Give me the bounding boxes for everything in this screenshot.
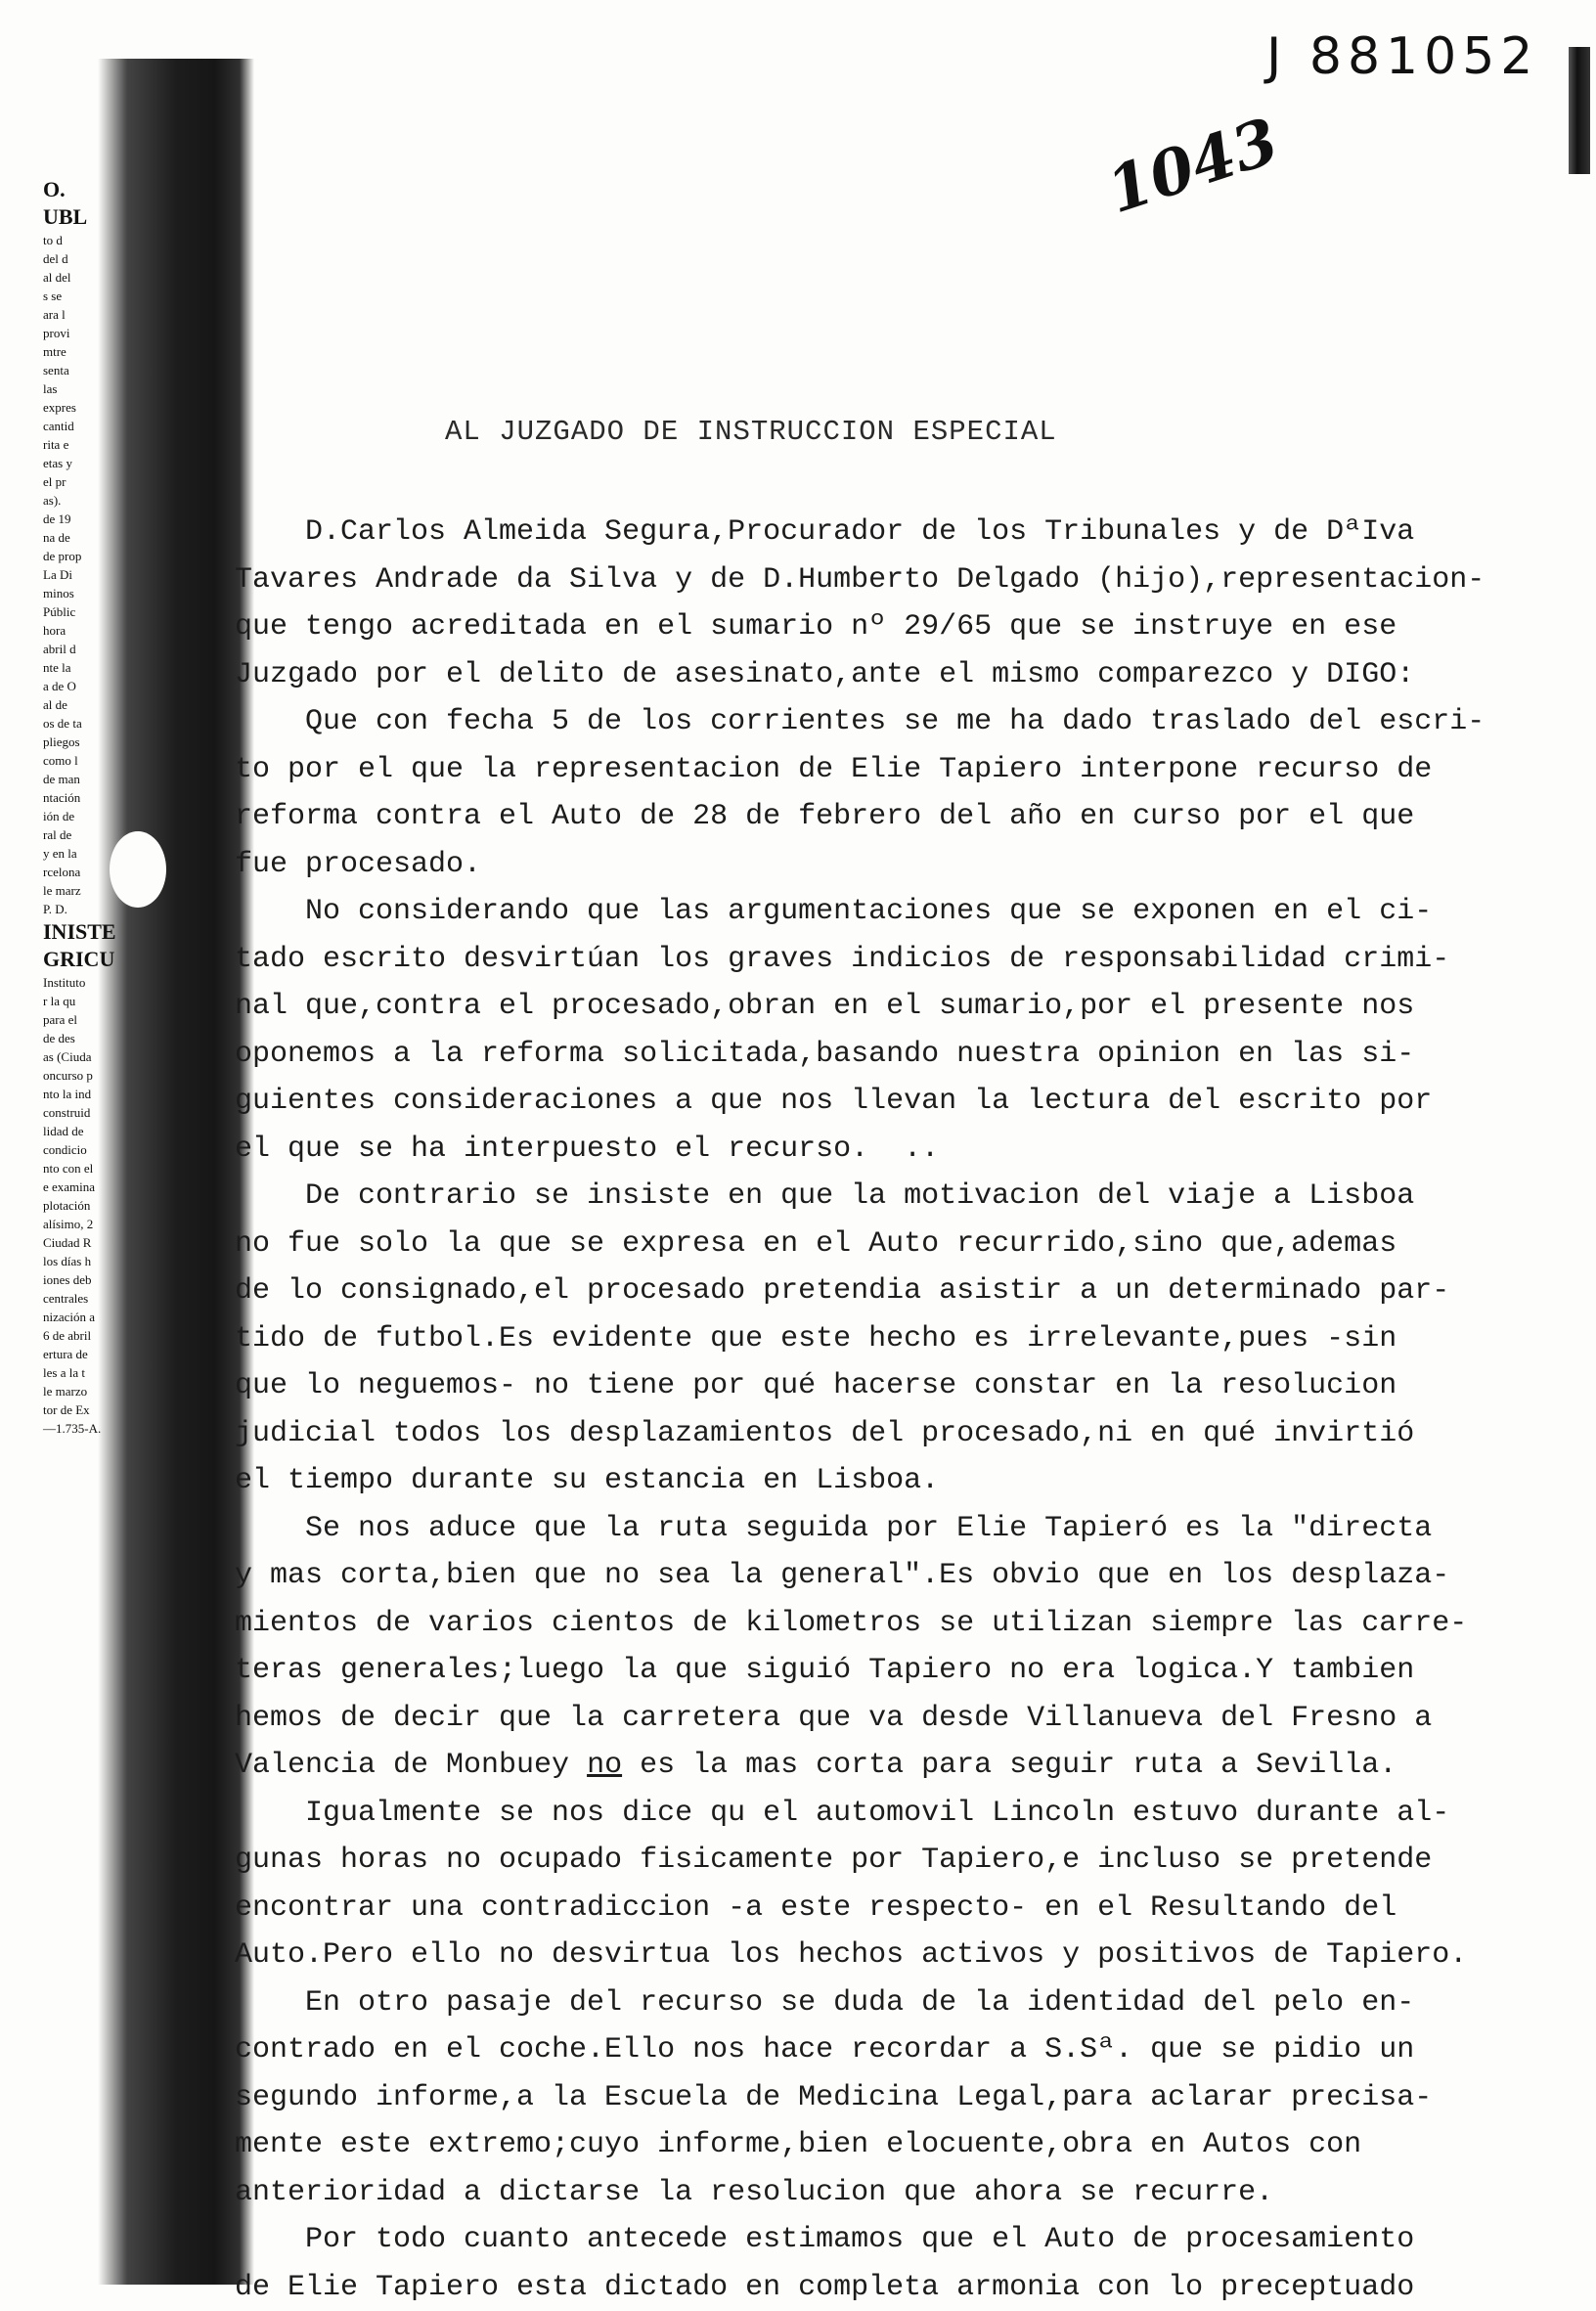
clipping-line: Públic (43, 602, 151, 621)
clipping-line: centrales (43, 1289, 151, 1308)
clipping-line: del d (43, 249, 151, 268)
text-line: Igualmente se nos dice qu el automovil Lincoln estuvo durante al- (235, 1790, 1555, 1838)
newspaper-clipping-fragment (43, 176, 151, 1438)
text-line: el tiempo durante su estancia en Lisboa. (235, 1457, 1555, 1505)
text-line: el que se ha interpuesto el recurso. .. (235, 1126, 1555, 1174)
clipping-line: le marzo (43, 1382, 151, 1400)
handwritten-folio-number: 1043 (1098, 105, 1287, 228)
text-line: tido de futbol.Es evidente que este hecho es irrelevante,pues -sin (235, 1315, 1555, 1363)
clipping-line: Instituto (43, 973, 151, 992)
clipping-line: provi (43, 324, 151, 342)
clipping-line: 6 de abril (43, 1326, 151, 1345)
clipping-line: os de ta (43, 714, 151, 733)
clipping-line: ntación (43, 788, 151, 807)
clipping-line: abril d (43, 640, 151, 658)
text-line: gunas horas no ocupado fisicamente por Tapiero,e incluso se pretende (235, 1837, 1555, 1885)
clipping-line: O. (43, 176, 151, 203)
clipping-line: y en la (43, 844, 151, 863)
clipping-line: as). (43, 491, 151, 510)
punch-hole (110, 831, 166, 908)
clipping-line: to d (43, 231, 151, 249)
clipping-line: Ciudad R (43, 1233, 151, 1252)
clipping-line: nización a (43, 1308, 151, 1326)
clipping-line: rita e (43, 435, 151, 454)
clipping-line: de man (43, 770, 151, 788)
text-line: y mas corta,bien que no sea la general".Es obvio que en los desplaza- (235, 1552, 1555, 1600)
clipping-line: lidad de (43, 1122, 151, 1140)
text-line: anterioridad a dictarse la resolucion que ahora se recurre. (235, 2169, 1555, 2217)
clipping-line: ión de (43, 807, 151, 825)
clipping-line: le marz (43, 881, 151, 900)
text-line: que tengo acreditada en el sumario nº 29/65 que se instruye en ese (235, 603, 1555, 651)
clipping-line: cantid (43, 417, 151, 435)
clipping-line: ral de (43, 825, 151, 844)
clipping-line: para el (43, 1010, 151, 1029)
clipping-line: senta (43, 361, 151, 379)
clipping-line: P. D. (43, 900, 151, 918)
text-line: encontrar una contradiccion -a este respecto- en el Resultando del (235, 1885, 1555, 1933)
clipping-line: construid (43, 1103, 151, 1122)
clipping-line: a de O (43, 677, 151, 695)
text-line: No considerando que las argumentaciones que se exponen en el ci- (235, 888, 1555, 936)
clipping-line: de prop (43, 547, 151, 565)
clipping-line: as (Ciuda (43, 1047, 151, 1066)
clipping-line: como l (43, 751, 151, 770)
text-line: mente este extremo;cuyo informe,bien elocuente,obra en Autos con (235, 2121, 1555, 2169)
reference-number: J 881052 (1266, 27, 1538, 86)
clipping-line: de des (43, 1029, 151, 1047)
clipping-line: plotación (43, 1196, 151, 1215)
clipping-line: pliegos (43, 733, 151, 751)
clipping-line: UBL (43, 203, 151, 231)
text-line: mientos de varios cientos de kilometros se utilizan siempre las carre- (235, 1600, 1555, 1648)
text-line: hemos de decir que la carretera que va desde Villanueva del Fresno a (235, 1695, 1555, 1743)
text-line: De contrario se insiste en que la motivacion del viaje a Lisboa (235, 1173, 1555, 1221)
clipping-line: nte la (43, 658, 151, 677)
clipping-line: etas y (43, 454, 151, 472)
clipping-line: GRICU (43, 946, 151, 973)
clipping-line: las (43, 379, 151, 398)
clipping-line: iones deb (43, 1270, 151, 1289)
text-line: guientes consideraciones a que nos llevan la lectura del escrito por (235, 1078, 1555, 1126)
clipping-line: ara l (43, 305, 151, 324)
text-line: Se nos aduce que la ruta seguida por Elie Tapieró es la "directa (235, 1505, 1555, 1553)
clipping-line: expres (43, 398, 151, 417)
clipping-line: les a la t (43, 1363, 151, 1382)
text-line: Que con fecha 5 de los corrientes se me ha dado traslado del escri- (235, 698, 1555, 746)
clipping-line: alísimo, 2 (43, 1215, 151, 1233)
clipping-line: condicio (43, 1140, 151, 1159)
clipping-line: INISTE (43, 918, 151, 946)
text-line: Tavares Andrade da Silva y de D.Humberto Delgado (hijo),representacion- (235, 556, 1555, 604)
clipping-line: el pr (43, 472, 151, 491)
clipping-line: minos (43, 584, 151, 602)
clipping-line: s se (43, 287, 151, 305)
clipping-line: nto con el (43, 1159, 151, 1178)
text-line: Auto.Pero ello no desvirtua los hechos activos y positivos de Tapiero. (235, 1932, 1555, 1979)
clipping-line: al de (43, 695, 151, 714)
text-line: teras generales;luego la que siguió Tapiero no era logica.Y tambien (235, 1647, 1555, 1695)
text-line: fue procesado. (235, 841, 1555, 889)
clipping-line: hora (43, 621, 151, 640)
clipping-line: e examina (43, 1178, 151, 1196)
clipping-line: tor de Ex (43, 1400, 151, 1419)
clipping-line: al del (43, 268, 151, 287)
text-line: Valencia de Monbuey no es la mas corta para seguir ruta a Sevilla. (235, 1742, 1555, 1790)
text-line: no fue solo la que se expresa en el Auto recurrido,sino que,ademas (235, 1221, 1555, 1268)
text-line: D.Carlos Almeida Segura,Procurador de los Tribunales y de DªIva (235, 509, 1555, 556)
scan-edge-bar (1569, 47, 1590, 174)
text-line: tado escrito desvirtúan los graves indicios de responsabilidad crimi- (235, 936, 1555, 984)
document-body (235, 509, 1555, 2311)
clipping-line: ertura de (43, 1345, 151, 1363)
text-line: oponemos a la reforma solicitada,basando nuestra opinion en las si- (235, 1031, 1555, 1079)
text-line: contrado en el coche.Ello nos hace recordar a S.Sª. que se pidio un (235, 2026, 1555, 2074)
clipping-line: rcelona (43, 863, 151, 881)
clipping-line: mtre (43, 342, 151, 361)
text-line: que lo neguemos- no tiene por qué hacerse constar en la resolucion (235, 1362, 1555, 1410)
clipping-line: nto la ind (43, 1085, 151, 1103)
clipping-line: oncurso p (43, 1066, 151, 1085)
clipping-line: La Di (43, 565, 151, 584)
text-line: reforma contra el Auto de 28 de febrero del año en curso por el que (235, 793, 1555, 841)
text-line: to por el que la representacion de Elie Tapiero interpone recurso de (235, 746, 1555, 794)
clipping-line: r la qu (43, 992, 151, 1010)
text-line: segundo informe,a la Escuela de Medicina Legal,para aclarar precisa- (235, 2074, 1555, 2122)
clipping-line: de 19 (43, 510, 151, 528)
clipping-line: na de (43, 528, 151, 547)
clipping-line: los días h (43, 1252, 151, 1270)
text-line: nal que,contra el procesado,obran en el sumario,por el presente nos (235, 983, 1555, 1031)
document-heading: AL JUZGADO DE INSTRUCCION ESPECIAL (445, 416, 1057, 448)
text-line: Juzgado por el delito de asesinato,ante el mismo comparezco y DIGO: (235, 651, 1555, 699)
text-line: de lo consignado,el procesado pretendia asistir a un determinado par- (235, 1267, 1555, 1315)
clipping-line: —1.735-A. (43, 1419, 151, 1438)
text-line: En otro pasaje del recurso se duda de la identidad del pelo en- (235, 1979, 1555, 2027)
text-line: judicial todos los desplazamientos del procesado,ni en qué invirtió (235, 1410, 1555, 1458)
text-line: Por todo cuanto antecede estimamos que el Auto de procesamiento (235, 2216, 1555, 2264)
text-line: de Elie Tapiero esta dictado en completa armonia con lo preceptuado (235, 2264, 1555, 2311)
